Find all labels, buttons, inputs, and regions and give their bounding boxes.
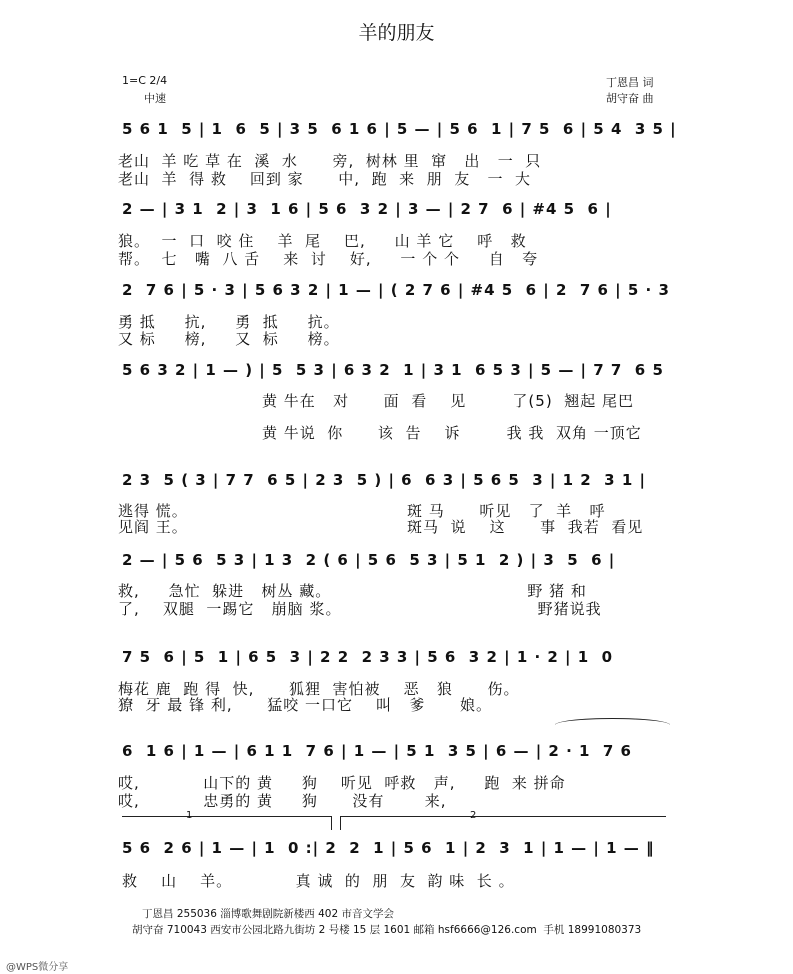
lyric-verse-2: 獠 牙 最 锋 利, 猛咬 一口它 叫 爹 娘。 — [118, 696, 492, 714]
volta-bracket-1 — [122, 816, 332, 817]
volta-number-1: 1 — [186, 810, 193, 821]
lyric-verse-2: 又 标 榜, 又 标 榜。 — [118, 330, 340, 348]
lyric-verse-2: 老山 羊 得 救 回到 家 中, 跑 来 朋 友 一 大 — [118, 170, 532, 188]
notation-line: 7 5 6 | 5 1 | 6 5 3 | 2 2 2 3 3 | 5 6 3 2 | 1 · 2 | 1 0 — [122, 648, 614, 666]
composer-credit: 胡守奋 曲 — [606, 92, 654, 105]
lyric-verse-2: 帮。 七 嘴 八 舌 来 讨 好, 一 个 个 自 夸 — [118, 250, 539, 268]
notation-line: 2 3 5 ( 3 | 7 7 6 5 | 2 3 5 ) | 6 6 3 | 5 6 5 3 | 1 2 3 1 | — [122, 471, 646, 489]
notation-line: 6 1 6 | 1 — | 6 1 1 7 6 | 1 — | 5 1 3 5 | 6 — | 2 · 1 7 6 — [122, 742, 632, 760]
slur-line — [555, 718, 670, 725]
lyric-verse-1: 黄 牛在 对 面 看 见 了(5) 翘起 尾巴 — [262, 392, 634, 410]
volta-bracket-2-start — [340, 816, 341, 830]
lyric-verse-2: 哎, 忠勇的 黄 狗 没有 来, — [118, 792, 447, 810]
author-contact-2: 胡守奋 710043 西安市公园北路九街坊 2 号楼 15 层 1601 邮箱 hsf6666@126.com 手机 18991080373 — [132, 924, 642, 936]
song-title: 羊的朋友 — [358, 22, 435, 44]
volta-bracket-1-end — [331, 816, 332, 830]
notation-line: 2 — | 3 1 2 | 3 1 6 | 5 6 3 2 | 3 — | 2 7 6 | #4 5 6 | — [122, 200, 612, 218]
volta-number-2: 2 — [470, 810, 477, 821]
lyric-verse-2: 黄 牛说 你 该 告 诉 我 我 双角 一顶它 — [262, 424, 642, 442]
lyric-verse-1: 梅花 鹿 跑 得 快, 狐狸 害怕被 恶 狼 伤。 — [118, 680, 520, 698]
lyric-verse-1: 救 山 羊。 真 诚 的 朋 友 韵 味 长 。 — [122, 872, 515, 890]
lyric-verse-1: 老山 羊 吃 草 在 溪 水 旁, 树林 里 窜 出 一 只 — [118, 152, 542, 170]
notation-line: 5 6 2 6 | 1 — | 1 0 :| 2 2 1 | 5 6 1 | 2 3 1 | 1 — | 1 — ‖ — [122, 839, 655, 857]
volta-bracket-2 — [340, 816, 666, 817]
notation-line: 5 6 3 2 | 1 — ) | 5 5 3 | 6 3 2 1 | 3 1 6 5 3 | 5 — | 7 7 6 5 — [122, 361, 664, 379]
author-contact-1: 丁恩昌 255036 淄博歌舞剧院新楼西 402 市音文学会 — [142, 908, 394, 920]
lyric-verse-2: 见阎 王。 斑马 说 这 事 我若 看见 — [118, 518, 644, 536]
lyric-verse-1: 哎, 山下的 黄 狗 听见 呼救 声, 跑 来 拼命 — [118, 774, 566, 792]
lyricist-credit: 丁恩昌 词 — [606, 76, 654, 89]
notation-line: 2 7 6 | 5 · 3 | 5 6 3 2 | 1 — | ( 2 7 6 | #4 5 6 | 2 7 6 | 5 · 3 — [122, 281, 670, 299]
notation-line: 5 6 1 5 | 1 6 5 | 3 5 6 1 6 | 5 — | 5 6 1 | 7 5 6 | 5 4 3 5 | — [122, 120, 677, 138]
notation-line: 2 — | 5 6 5 3 | 1 3 2 ( 6 | 5 6 5 3 | 5 1 2 ) | 3 5 6 | — [122, 551, 616, 569]
key-signature: 1=C 2/4 — [122, 74, 168, 87]
lyric-verse-1: 狼。 一 口 咬 住 羊 尾 巴, 山 羊 它 呼 救 — [118, 232, 527, 250]
tempo-marking: 中速 — [144, 92, 166, 105]
watermark: @WPS微分享 — [6, 962, 69, 973]
lyric-verse-2: 了, 双腿 一踢它 崩脑 浆。 野猪说我 — [118, 600, 602, 618]
lyric-verse-1: 救, 急忙 躲进 树丛 藏。 野 猪 和 — [118, 582, 587, 600]
lyric-verse-1: 勇 抵 抗, 勇 抵 抗。 — [118, 313, 340, 331]
lyric-verse-1: 逃得 慌。 斑 马 听见 了 羊 呼 — [118, 502, 606, 520]
